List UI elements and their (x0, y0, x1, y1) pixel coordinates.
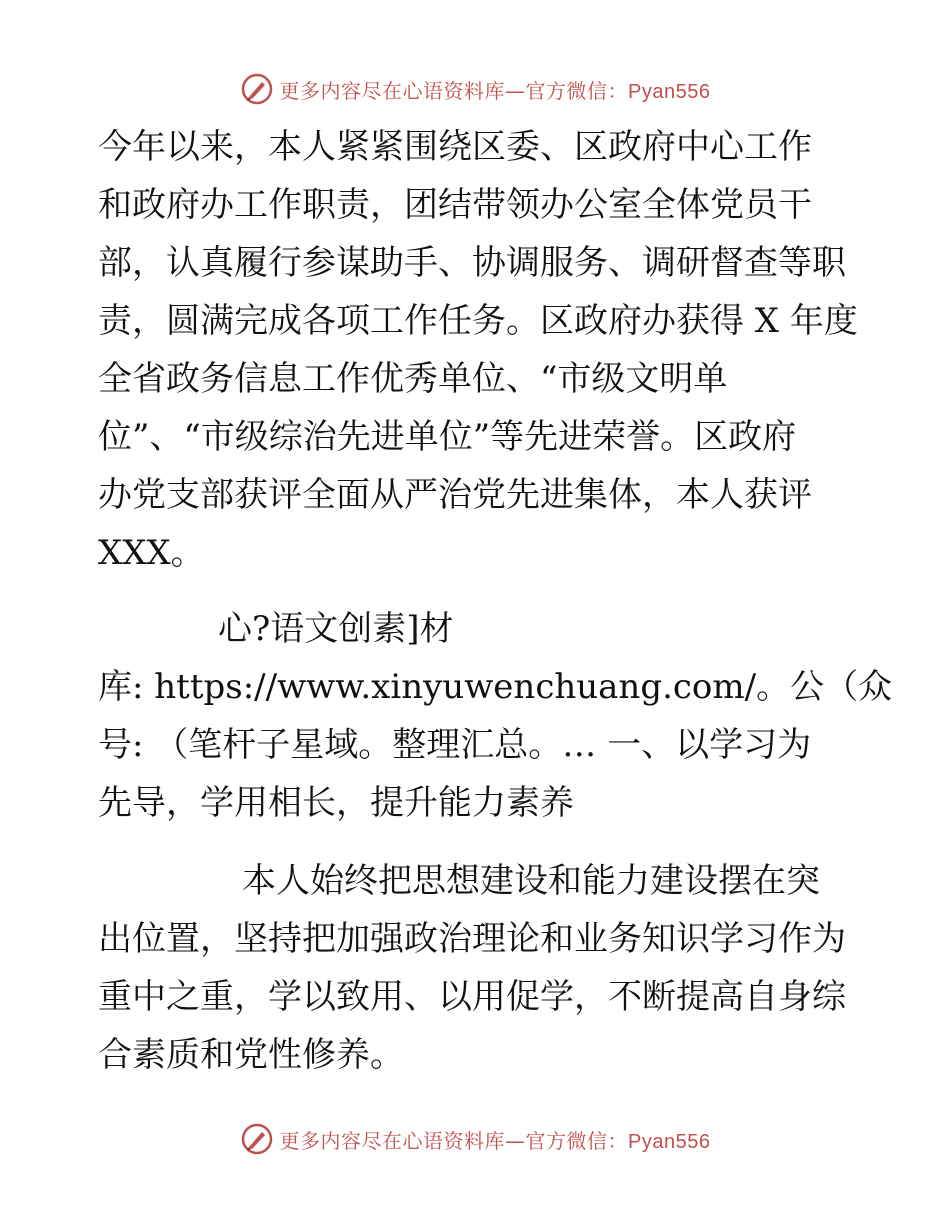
text-line: 责，圆满完成各项工作任务。区政府办获得 X 年度 (98, 301, 858, 341)
footer-slogan: 更多内容尽在心语资料库 (279, 1128, 506, 1153)
text-line: 位”、“市级综治先进单位”等先进荣誉。区政府 (98, 417, 797, 457)
text-line: 办党支部获评全面从严治党先进集体，本人获评 (98, 475, 812, 515)
text-line: 和政府办工作职责，团结带领办公室全体党员干 (98, 185, 812, 225)
text-line: 重中之重，学以致用、以用促学，不断提高自身综 (98, 977, 846, 1017)
text-line: 全省政务信息工作优秀单位、“市级文明单 (98, 359, 728, 399)
text-line: 库: https://www.xinyuwenchuang.com/。公（众 (98, 667, 893, 707)
quill-logo-icon (240, 72, 274, 106)
footer-text (280, 1125, 711, 1154)
paragraph-source-note (98, 600, 893, 832)
text-line: 今年以来，本人紧紧围绕区委、区政府中心工作 (98, 127, 812, 167)
header-dash: — (505, 78, 526, 103)
text-line: 号: （笔杆子星域。整理汇总。… 一、以学习为 (98, 725, 812, 765)
text-line: 出位置，坚持把加强政治理论和业务知识学习作为 (98, 919, 846, 959)
footer-dash: — (505, 1128, 526, 1153)
text-line: 心?语文创素]材 (218, 609, 454, 649)
header-wechat-id: Pyan556 (628, 80, 711, 103)
footer-wechat-id: Pyan556 (628, 1130, 711, 1153)
header-slogan: 更多内容尽在心语资料库 (279, 78, 506, 103)
footer-banner (0, 1122, 950, 1156)
header-banner (0, 72, 950, 106)
section-heading: 先导，学用相长，提升能力素养 (98, 783, 574, 823)
paragraph-study (98, 852, 858, 1084)
header-label: 官方微信： (525, 78, 629, 103)
paragraph-intro (98, 118, 858, 582)
header-text (280, 75, 711, 104)
text-line: XXX。 (98, 533, 205, 573)
footer-label: 官方微信： (525, 1128, 629, 1153)
text-line: 合素质和党性修养。 (98, 1035, 404, 1075)
text-line: 部，认真履行参谋助手、协调服务、调研督查等职 (98, 243, 846, 283)
text-line: 本人始终把思想建设和能力建设摆在突 (242, 861, 820, 901)
quill-logo-icon (240, 1122, 274, 1156)
